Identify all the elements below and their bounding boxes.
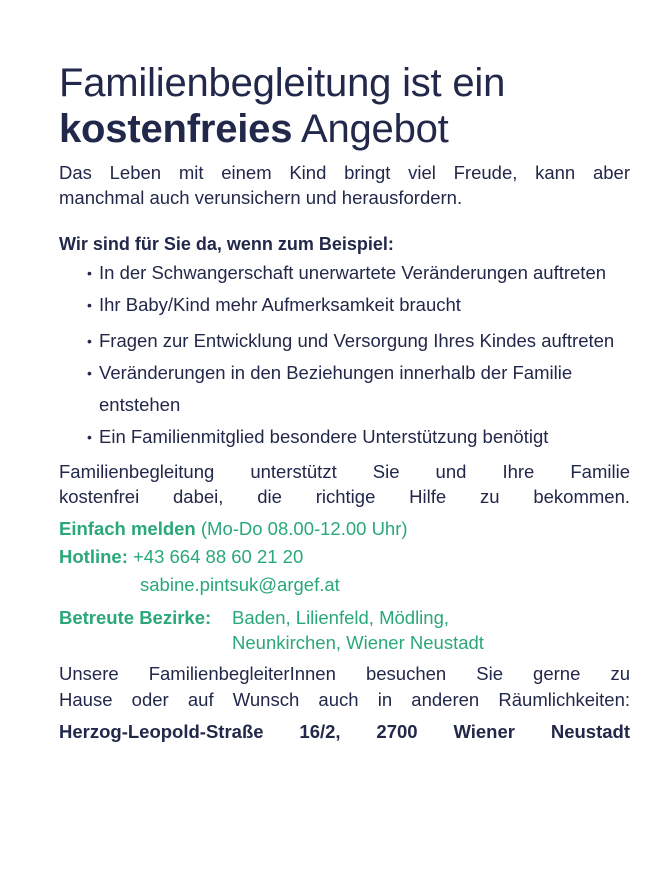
districts-line1: Baden, Lilienfeld, Mödling,	[232, 607, 450, 628]
hotline-line	[59, 543, 630, 571]
list-item-text: In der Schwangerschaft unerwartete Veränderungen auftreten	[99, 262, 607, 283]
support-paragraph	[59, 459, 630, 509]
list-item	[87, 293, 630, 317]
hotline-label: Hotline:	[59, 546, 128, 567]
support-line1: Familienbegleitung unterstützt Sie und Ihre Familie	[59, 461, 630, 482]
closing-line1: Unsere FamilienbegleiterInnen besuchen Sie gerne zu	[59, 663, 630, 684]
hotline-number[interactable]: +43 664 88 60 21 20	[127, 546, 304, 567]
list-item-text: Veränderungen in den Beziehungen innerhalb der Familie entstehen	[99, 362, 573, 415]
list-item-text: Fragen zur Entwicklung und Versorgung Ihres Kindes auftreten	[99, 330, 615, 351]
districts-label: Betreute Bezirke:	[59, 607, 212, 628]
list-item-text: Ihr Baby/Kind mehr Aufmerksamkeit braucht	[99, 294, 461, 315]
register-hours: (Mo-Do 08.00-12.00 Uhr)	[195, 518, 408, 539]
closing-line2: Hause oder auf Wunsch auch in anderen Räumlichkeiten:	[59, 689, 630, 710]
intro-line1: Das Leben mit einem Kind bringt viel Freude, kann aber	[59, 162, 630, 183]
flyer-page	[59, 60, 630, 744]
title-bold-word: kostenfreies	[59, 107, 293, 151]
email-line	[59, 571, 630, 599]
districts-block	[59, 605, 630, 655]
list-item	[87, 357, 630, 421]
list-item	[87, 261, 630, 285]
closing-paragraph	[59, 661, 630, 713]
bullet-icon: •	[87, 429, 92, 445]
support-line2: kostenfrei dabei, die richtige Hilfe zu bekommen.	[59, 486, 630, 507]
register-line	[59, 515, 630, 543]
bullet-icon: •	[87, 365, 92, 381]
list-item	[87, 421, 630, 453]
email-link[interactable]: sabine.pintsuk@argef.at	[140, 574, 340, 595]
bullet-icon: •	[87, 297, 92, 313]
bullet-icon: •	[87, 265, 92, 281]
bullet-icon: •	[87, 333, 92, 349]
address-text: Herzog-Leopold-Straße 16/2, 2700 Wiener Neustadt	[59, 721, 630, 742]
title-line1: Familienbegleitung ist ein	[59, 61, 506, 105]
page-title	[59, 60, 630, 152]
intro-paragraph	[59, 160, 630, 210]
title-rest: Angebot	[292, 107, 449, 151]
districts-list	[232, 605, 484, 655]
contact-block	[59, 515, 630, 599]
list-item	[87, 325, 630, 357]
section-subheading: Wir sind für Sie da, wenn zum Beispiel:	[59, 234, 394, 254]
list-item-text: Ein Familienmitglied besondere Unterstützung benötigt	[99, 426, 549, 447]
address	[59, 719, 630, 744]
register-label: Einfach melden	[59, 518, 196, 539]
bullet-list	[59, 261, 630, 453]
districts-line2: Neunkirchen, Wiener Neustadt	[232, 632, 484, 653]
intro-line2: manchmal auch verunsichern und herausfordern.	[59, 187, 463, 208]
